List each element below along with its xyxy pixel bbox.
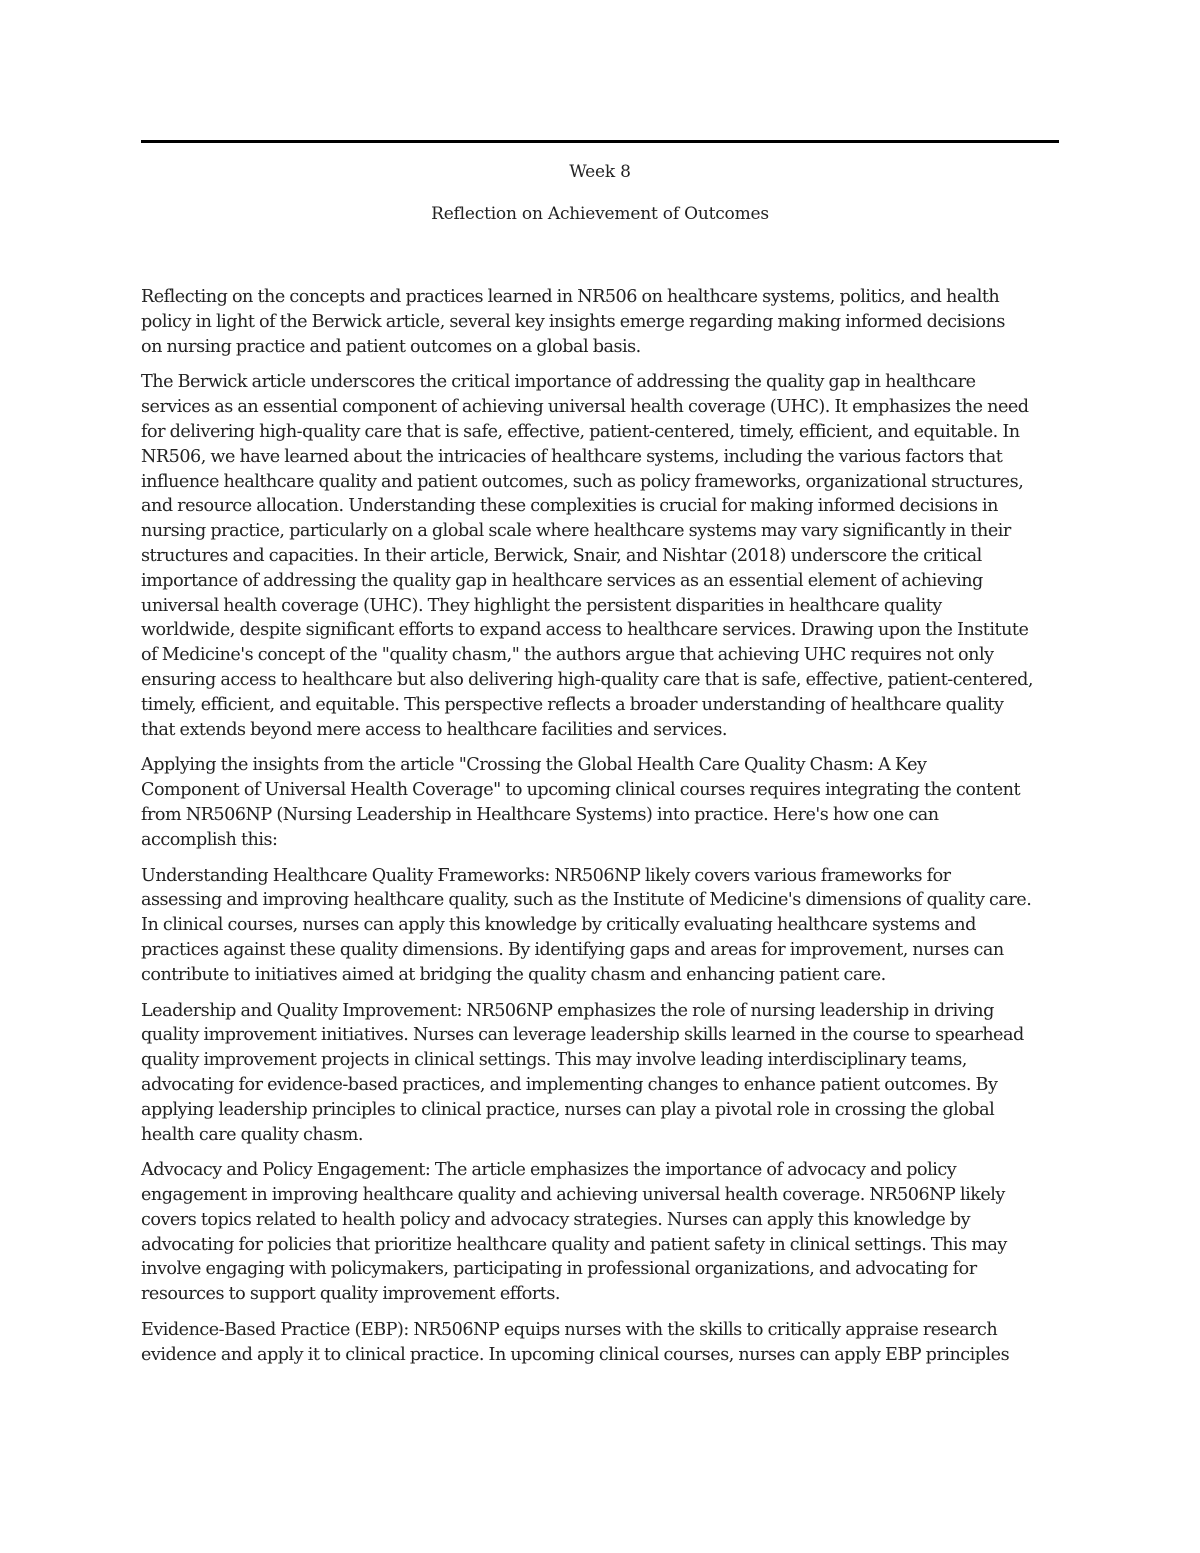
- paragraph-line: services as an essential component of achieving universal health coverage (UHC). It emphasizes the need: [141, 397, 1029, 418]
- paragraph-line: In clinical courses, nurses can apply this knowledge by critically evaluating healthcare systems and: [141, 915, 976, 936]
- paragraph-line: from NR506NP (Nursing Leadership in Healthcare Systems) into practice. Here's how one can: [141, 804, 939, 825]
- body-paragraph: [141, 999, 1041, 1148]
- paragraph-line: NR506, we have learned about the intricacies of healthcare systems, including the various factors that: [141, 446, 1003, 467]
- paragraph-line: accomplish this:: [141, 829, 278, 850]
- document-body: [141, 285, 1041, 1379]
- paragraph-line: Evidence-Based Practice (EBP): NR506NP equips nurses with the skills to critically appraise research: [141, 1320, 998, 1341]
- paragraph-line: Applying the insights from the article "Crossing the Global Health Care Quality Chasm: A Key: [141, 755, 927, 776]
- paragraph-line: that extends beyond mere access to healthcare facilities and services.: [141, 719, 727, 740]
- paragraph-line: contribute to initiatives aimed at bridging the quality chasm and enhancing patient care.: [141, 964, 886, 985]
- paragraph-line: covers topics related to health policy and advocacy strategies. Nurses can apply this knowledge by: [141, 1209, 971, 1230]
- paragraph-line: Component of Universal Health Coverage" to upcoming clinical courses requires integrating the content: [141, 780, 1021, 801]
- paragraph-line: and resource allocation. Understanding these complexities is crucial for making informed decisions in: [141, 496, 999, 517]
- paragraph-line: practices against these quality dimensions. By identifying gaps and areas for improvement, nurses can: [141, 939, 1004, 960]
- paragraph-line: advocating for policies that prioritize healthcare quality and patient safety in clinical settings. This may: [141, 1234, 1007, 1255]
- paragraph-line: applying leadership principles to clinical practice, nurses can play a pivotal role in crossing the global: [141, 1099, 995, 1120]
- paragraph-line: universal health coverage (UHC). They highlight the persistent disparities in healthcare quality: [141, 595, 942, 616]
- paragraph-line: quality improvement initiatives. Nurses can leverage leadership skills learned in the course to spearhead: [141, 1025, 1024, 1046]
- paragraph-line: Leadership and Quality Improvement: NR506NP emphasizes the role of nursing leadership in driving: [141, 1000, 994, 1021]
- body-paragraph: [141, 1158, 1041, 1307]
- paragraph-line: engagement in improving healthcare quality and achieving universal health coverage. NR506NP likely: [141, 1185, 1005, 1206]
- body-paragraph: [141, 285, 1041, 359]
- paragraph-line: health care quality chasm.: [141, 1124, 364, 1145]
- week-heading: Week 8: [569, 162, 631, 182]
- paragraph-line: Reflecting on the concepts and practices learned in NR506 on healthcare systems, politics, and health: [141, 287, 1000, 307]
- top-horizontal-rule: [141, 140, 1059, 143]
- paragraph-line: involve engaging with policymakers, participating in professional organizations, and advocating for: [141, 1259, 977, 1280]
- paragraph-line: policy in light of the Berwick article, several key insights emerge regarding making informed decisions: [141, 311, 1005, 332]
- paragraph-line: timely, efficient, and equitable. This perspective reflects a broader understanding of healthcare quality: [141, 694, 1004, 715]
- paragraph-line: resources to support quality improvement efforts.: [141, 1284, 560, 1305]
- body-paragraph: [141, 370, 1041, 742]
- paragraph-line: evidence and apply it to clinical practice. In upcoming clinical courses, nurses can apply EBP principles: [141, 1344, 1010, 1365]
- body-paragraph: [141, 864, 1041, 988]
- body-paragraph: [141, 753, 1041, 852]
- paragraph-line: worldwide, despite significant efforts to expand access to healthcare services. Drawing upon the Institute: [141, 620, 1029, 641]
- paragraph-line: Advocacy and Policy Engagement: The article emphasizes the importance of advocacy and policy: [141, 1160, 957, 1181]
- paragraph-line: The Berwick article underscores the critical importance of addressing the quality gap in healthcare: [141, 372, 976, 393]
- paragraph-line: influence healthcare quality and patient outcomes, such as policy frameworks, organizational structures,: [141, 471, 1024, 492]
- paragraph-line: ensuring access to healthcare but also delivering high-quality care that is safe, effective, patient-centered,: [141, 669, 1033, 690]
- paragraph-line: on nursing practice and patient outcomes on a global basis.: [141, 336, 641, 357]
- paragraph-line: importance of addressing the quality gap in healthcare services as an essential element of achieving: [141, 570, 983, 591]
- paragraph-line: advocating for evidence-based practices, and implementing changes to enhance patient outcomes. By: [141, 1074, 998, 1095]
- paragraph-line: Understanding Healthcare Quality Frameworks: NR506NP likely covers various frameworks for: [141, 865, 951, 886]
- paragraph-line: structures and capacities. In their article, Berwick, Snair, and Nishtar (2018) underscore the critical: [141, 545, 982, 566]
- paragraph-line: nursing practice, particularly on a global scale where healthcare systems may vary significantly in their: [141, 521, 1011, 542]
- paragraph-line: of Medicine's concept of the "quality chasm," the authors argue that achieving UHC requires not only: [141, 645, 994, 666]
- paragraph-line: quality improvement projects in clinical settings. This may involve leading interdisciplinary teams,: [141, 1050, 967, 1071]
- document-title: Reflection on Achievement of Outcomes: [431, 204, 769, 224]
- paragraph-line: assessing and improving healthcare quality, such as the Institute of Medicine's dimensions of quality care.: [141, 890, 1032, 911]
- body-paragraph: [141, 1318, 1041, 1368]
- paragraph-line: for delivering high-quality care that is safe, effective, patient-centered, timely, efficient, and equitable. In: [141, 421, 1020, 442]
